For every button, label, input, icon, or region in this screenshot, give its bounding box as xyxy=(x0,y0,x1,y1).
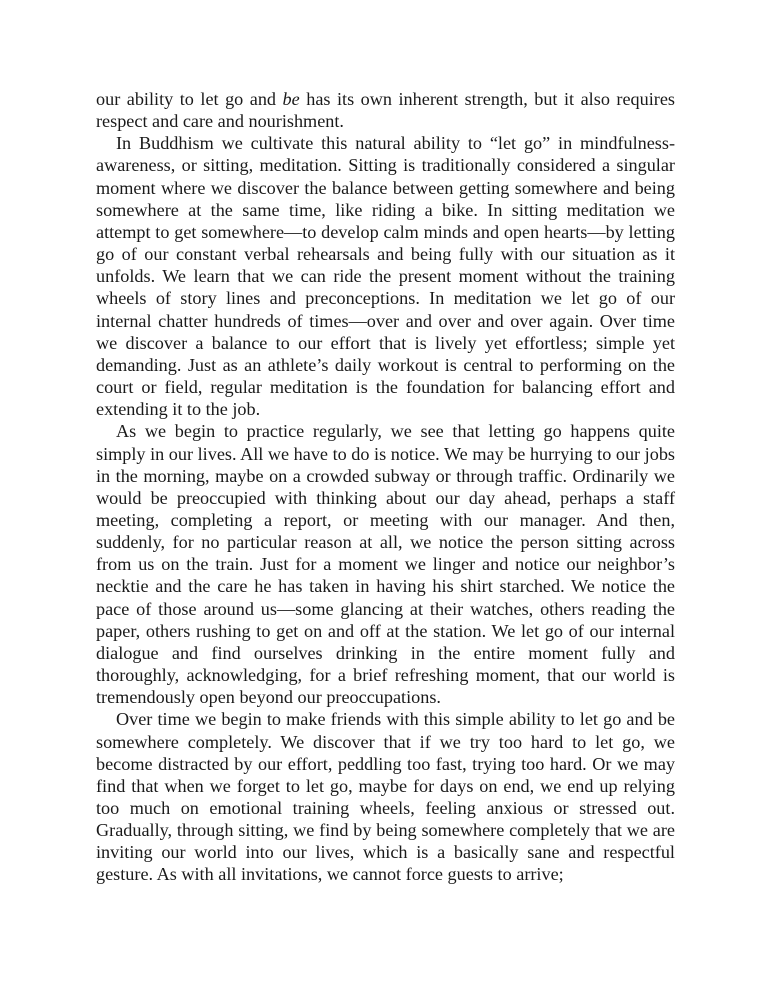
paragraph-text-part: our ability to let go and xyxy=(96,89,283,109)
paragraph-buddhism-meditation: In Buddhism we cultivate this natural ability to “let go” in mindfulness-awareness, or sitting, meditation. Sitting is traditionally considered a singular moment where we discover the balance between getting somewhere and being somewhere at the same time, like riding a bike. In sitting meditation we attempt to get somewhere—to develop calm minds and open hearts—by letting go of our constant verbal rehearsals and being fully with our situation as it unfolds. We learn that we can ride the present moment without the training wheels of story lines and preconceptions. In meditation we let go of our internal chatter hundreds of times—over and over and over again. Over time we discover a balance to our effort that is lively yet effortless; simple yet demanding. Just as an athlete’s daily workout is central to performing on the court or field, regular meditation is the foundation for balancing effort and extending it to the job. xyxy=(96,133,675,420)
emphasized-word: be xyxy=(282,89,300,109)
paragraph-letting-go-daily-life: As we begin to practice regularly, we see that letting go happens quite simply in our lives. All we have to do is notice. We may be hurrying to our jobs in the morning, maybe on a crowded subway or through traffic. Ordinarily we would be preoccupied with thinking about our day ahead, perhaps a staff meeting, completing a report, or meeting with our manager. And then, suddenly, for no particular reason at all, we notice the person sitting across from us on the train. Just for a moment we linger and notice our neighbor’s necktie and the care he has taken in having his shirt starched. We notice the pace of those around us—some glancing at their watches, others reading the paper, others rushing to get on and off at the station. We let go of our internal dialogue and find ourselves drinking in the entire moment fully and thoroughly, acknowledging, for a brief refreshing moment, that our world is tremendously open beyond our preoccupations. xyxy=(96,421,675,708)
paragraph-making-friends: Over time we begin to make friends with this simple ability to let go and be somewhere completely. We discover that if we try too hard to let go, we become distracted by our effort, peddling too fast, trying too hard. Or we may find that when we forget to let go, maybe for days on end, we end up relying too much on emotional training wheels, feeling anxious or stressed out. Gradually, through sitting, we find by being somewhere completely that we are inviting our world into our lives, which is a basically sane and respectful gesture. As with all invitations, we cannot force guests to arrive; xyxy=(96,709,675,885)
paragraph-continuation xyxy=(96,88,675,132)
paragraph-text-part: has its own inherent strength, but it also requires respect and care and nourishment. xyxy=(96,89,675,132)
page-body xyxy=(96,88,675,886)
